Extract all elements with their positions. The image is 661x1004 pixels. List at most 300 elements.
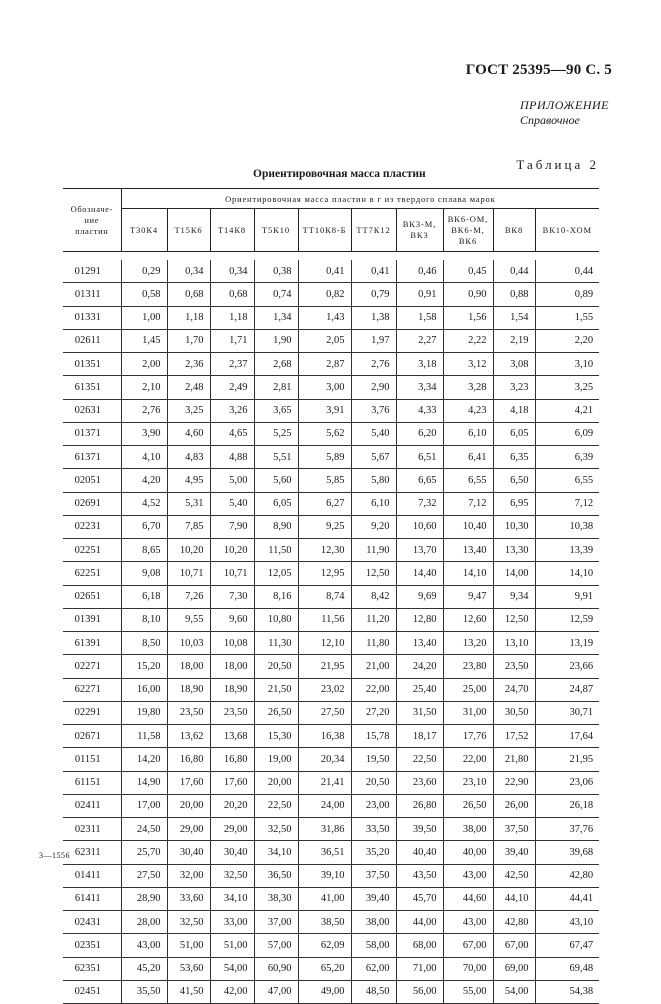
mass-value-cell: 9,91 xyxy=(535,585,599,608)
mass-value-cell: 24,20 xyxy=(396,655,443,678)
plate-id-cell: 02691 xyxy=(63,492,121,515)
mass-value-cell: 16,80 xyxy=(167,748,210,771)
mass-value-cell: 2,19 xyxy=(493,329,535,352)
table-row xyxy=(63,399,599,422)
mass-value-cell: 43,10 xyxy=(535,911,599,934)
mass-value-cell: 60,90 xyxy=(254,957,298,980)
mass-value-cell: 4,83 xyxy=(167,446,210,469)
mass-value-cell: 1,97 xyxy=(351,329,396,352)
mass-value-cell: 2,81 xyxy=(254,376,298,399)
mass-value-cell: 12,50 xyxy=(493,608,535,631)
mass-value-cell: 14,10 xyxy=(443,562,493,585)
mass-value-cell: 10,20 xyxy=(210,539,254,562)
mass-value-cell: 39,40 xyxy=(351,887,396,910)
plate-id-cell: 62251 xyxy=(63,562,121,585)
mass-value-cell: 4,65 xyxy=(210,422,254,445)
mass-value-cell: 8,16 xyxy=(254,585,298,608)
plate-id-cell: 62271 xyxy=(63,678,121,701)
mass-value-cell: 33,60 xyxy=(167,887,210,910)
mass-value-cell: 41,50 xyxy=(167,980,210,1003)
mass-value-cell: 25,70 xyxy=(121,841,167,864)
mass-value-cell: 23,10 xyxy=(443,771,493,794)
mass-value-cell: 44,41 xyxy=(535,887,599,910)
mass-value-cell: 3,34 xyxy=(396,376,443,399)
mass-value-cell: 3,28 xyxy=(443,376,493,399)
mass-value-cell: 6,35 xyxy=(493,446,535,469)
mass-value-cell: 26,80 xyxy=(396,794,443,817)
mass-value-cell: 69,48 xyxy=(535,957,599,980)
mass-value-cell: 5,62 xyxy=(298,422,351,445)
table-row xyxy=(63,608,599,631)
mass-value-cell: 22,50 xyxy=(254,794,298,817)
mass-value-cell: 32,50 xyxy=(254,818,298,841)
mass-value-cell: 24,50 xyxy=(121,818,167,841)
table-row xyxy=(63,260,599,283)
mass-value-cell: 2,10 xyxy=(121,376,167,399)
mass-value-cell: 26,50 xyxy=(254,701,298,724)
mass-value-cell: 33,50 xyxy=(351,818,396,841)
mass-value-cell: 1,70 xyxy=(167,329,210,352)
plate-id-cell: 02431 xyxy=(63,911,121,934)
mass-value-cell: 0,68 xyxy=(210,283,254,306)
mass-value-cell: 4,23 xyxy=(443,399,493,422)
mass-value-cell: 1,00 xyxy=(121,306,167,329)
plate-id-cell: 02051 xyxy=(63,469,121,492)
table-body xyxy=(63,252,599,1004)
table-row xyxy=(63,283,599,306)
mass-value-cell: 30,40 xyxy=(210,841,254,864)
mass-value-cell: 24,00 xyxy=(298,794,351,817)
mass-value-cell: 11,20 xyxy=(351,608,396,631)
mass-value-cell: 21,95 xyxy=(298,655,351,678)
mass-value-cell: 14,10 xyxy=(535,562,599,585)
mass-value-cell: 10,08 xyxy=(210,632,254,655)
mass-value-cell: 12,60 xyxy=(443,608,493,631)
mass-value-cell: 29,00 xyxy=(167,818,210,841)
mass-value-cell: 24,87 xyxy=(535,678,599,701)
mass-value-cell: 5,40 xyxy=(210,492,254,515)
mass-value-cell: 0,45 xyxy=(443,260,493,283)
mass-value-cell: 10,71 xyxy=(210,562,254,585)
mass-value-cell: 4,18 xyxy=(493,399,535,422)
table-row xyxy=(63,794,599,817)
mass-value-cell: 1,55 xyxy=(535,306,599,329)
mass-value-cell: 10,20 xyxy=(167,539,210,562)
mass-value-cell: 5,40 xyxy=(351,422,396,445)
mass-value-cell: 0,58 xyxy=(121,283,167,306)
mass-value-cell: 11,90 xyxy=(351,539,396,562)
mass-value-cell: 7,32 xyxy=(396,492,443,515)
mass-value-cell: 0,79 xyxy=(351,283,396,306)
mass-value-cell: 23,00 xyxy=(351,794,396,817)
mass-value-cell: 15,20 xyxy=(121,655,167,678)
mass-value-cell: 36,51 xyxy=(298,841,351,864)
mass-value-cell: 17,52 xyxy=(493,725,535,748)
mass-value-cell: 9,25 xyxy=(298,515,351,538)
mass-value-cell: 13,20 xyxy=(443,632,493,655)
mass-value-cell: 6,50 xyxy=(493,469,535,492)
mass-value-cell: 57,00 xyxy=(254,934,298,957)
page-header: ГОСТ 25395—90 С. 5 xyxy=(465,62,612,78)
mass-value-cell: 6,39 xyxy=(535,446,599,469)
mass-value-cell: 8,50 xyxy=(121,632,167,655)
mass-value-cell: 8,42 xyxy=(351,585,396,608)
plate-id-cell: 61371 xyxy=(63,446,121,469)
mass-value-cell: 10,03 xyxy=(167,632,210,655)
mass-value-cell: 53,60 xyxy=(167,957,210,980)
mass-value-cell: 6,55 xyxy=(443,469,493,492)
table-row xyxy=(63,446,599,469)
mass-value-cell: 11,56 xyxy=(298,608,351,631)
table-row xyxy=(63,701,599,724)
mass-value-cell: 12,10 xyxy=(298,632,351,655)
plate-id-cell: 01331 xyxy=(63,306,121,329)
mass-value-cell: 33,00 xyxy=(210,911,254,934)
mass-value-cell: 2,76 xyxy=(351,353,396,376)
mass-value-cell: 9,08 xyxy=(121,562,167,585)
mass-value-cell: 25,00 xyxy=(443,678,493,701)
mass-value-cell: 6,70 xyxy=(121,515,167,538)
mass-value-cell: 19,50 xyxy=(351,748,396,771)
plate-id-cell: 02251 xyxy=(63,539,121,562)
mass-value-cell: 3,12 xyxy=(443,353,493,376)
mass-value-cell: 34,10 xyxy=(254,841,298,864)
row-header-line-2: ние xyxy=(84,214,100,225)
plate-id-cell: 02671 xyxy=(63,725,121,748)
mass-value-cell: 30,71 xyxy=(535,701,599,724)
mass-value-cell: 39,10 xyxy=(298,864,351,887)
mass-value-cell: 40,00 xyxy=(443,841,493,864)
mass-value-cell: 1,43 xyxy=(298,306,351,329)
table-row xyxy=(63,469,599,492)
table-row xyxy=(63,771,599,794)
plate-id-cell: 02271 xyxy=(63,655,121,678)
mass-value-cell: 58,00 xyxy=(351,934,396,957)
table-row xyxy=(63,562,599,585)
mass-value-cell: 3,91 xyxy=(298,399,351,422)
mass-value-cell: 8,74 xyxy=(298,585,351,608)
mass-value-cell: 37,76 xyxy=(535,818,599,841)
header-spacer xyxy=(63,252,599,261)
table-row xyxy=(63,353,599,376)
mass-value-cell: 4,33 xyxy=(396,399,443,422)
mass-value-cell: 39,68 xyxy=(535,841,599,864)
appendix-block xyxy=(520,98,609,128)
mass-value-cell: 5,60 xyxy=(254,469,298,492)
mass-value-cell: 11,50 xyxy=(254,539,298,562)
mass-value-cell: 9,20 xyxy=(351,515,396,538)
mass-value-cell: 17,60 xyxy=(167,771,210,794)
mass-value-cell: 14,00 xyxy=(493,562,535,585)
mass-value-cell: 21,41 xyxy=(298,771,351,794)
mass-value-cell: 23,50 xyxy=(167,701,210,724)
mass-value-cell: 67,00 xyxy=(443,934,493,957)
mass-value-cell: 0,41 xyxy=(298,260,351,283)
mass-value-cell: 13,10 xyxy=(493,632,535,655)
group-header: Ориентировочная масса пластин в г из твердого сплава марок xyxy=(121,189,599,209)
mass-value-cell: 3,65 xyxy=(254,399,298,422)
mass-value-cell: 2,90 xyxy=(351,376,396,399)
mass-value-cell: 31,50 xyxy=(396,701,443,724)
mass-value-cell: 18,17 xyxy=(396,725,443,748)
mass-value-cell: 12,80 xyxy=(396,608,443,631)
mass-value-cell: 10,60 xyxy=(396,515,443,538)
mass-value-cell: 0,34 xyxy=(210,260,254,283)
mass-value-cell: 25,40 xyxy=(396,678,443,701)
mass-value-cell: 67,00 xyxy=(493,934,535,957)
table-row xyxy=(63,492,599,515)
table-row xyxy=(63,980,599,1003)
mass-value-cell: 47,00 xyxy=(254,980,298,1003)
mass-value-cell: 1,58 xyxy=(396,306,443,329)
mass-value-cell: 35,20 xyxy=(351,841,396,864)
mass-value-cell: 55,00 xyxy=(443,980,493,1003)
mass-value-cell: 16,00 xyxy=(121,678,167,701)
mass-value-cell: 32,50 xyxy=(167,911,210,934)
mass-value-cell: 23,50 xyxy=(210,701,254,724)
mass-value-cell: 6,05 xyxy=(493,422,535,445)
mass-value-cell: 44,60 xyxy=(443,887,493,910)
mass-value-cell: 29,00 xyxy=(210,818,254,841)
mass-value-cell: 6,27 xyxy=(298,492,351,515)
mass-value-cell: 67,47 xyxy=(535,934,599,957)
table-row xyxy=(63,911,599,934)
mass-value-cell: 13,40 xyxy=(443,539,493,562)
table-row xyxy=(63,934,599,957)
mass-value-cell: 2,49 xyxy=(210,376,254,399)
mass-value-cell: 6,09 xyxy=(535,422,599,445)
mass-value-cell: 6,51 xyxy=(396,446,443,469)
mass-value-cell: 20,00 xyxy=(167,794,210,817)
mass-value-cell: 20,00 xyxy=(254,771,298,794)
mass-value-cell: 26,00 xyxy=(493,794,535,817)
plate-id-cell: 01351 xyxy=(63,353,121,376)
mass-value-cell: 18,90 xyxy=(167,678,210,701)
mass-value-cell: 49,00 xyxy=(298,980,351,1003)
mass-value-cell: 3,76 xyxy=(351,399,396,422)
mass-value-cell: 3,00 xyxy=(298,376,351,399)
mass-value-cell: 2,27 xyxy=(396,329,443,352)
mass-value-cell: 7,85 xyxy=(167,515,210,538)
mass-value-cell: 21,00 xyxy=(351,655,396,678)
table-row xyxy=(63,818,599,841)
mass-value-cell: 51,00 xyxy=(167,934,210,957)
mass-value-cell: 13,40 xyxy=(396,632,443,655)
mass-value-cell: 3,18 xyxy=(396,353,443,376)
footer-code: 3—1556 xyxy=(39,851,70,860)
mass-value-cell: 6,95 xyxy=(493,492,535,515)
mass-value-cell: 17,00 xyxy=(121,794,167,817)
mass-value-cell: 0,74 xyxy=(254,283,298,306)
table-row xyxy=(63,585,599,608)
mass-value-cell: 2,48 xyxy=(167,376,210,399)
mass-value-cell: 21,80 xyxy=(493,748,535,771)
mass-value-cell: 27,50 xyxy=(121,864,167,887)
row-header-line-1: Обозначе- xyxy=(70,203,113,214)
mass-value-cell: 6,10 xyxy=(443,422,493,445)
mass-value-cell: 23,80 xyxy=(443,655,493,678)
plate-id-cell: 61351 xyxy=(63,376,121,399)
column-header: Т5К10 xyxy=(254,209,298,252)
mass-value-cell: 3,25 xyxy=(167,399,210,422)
mass-value-cell: 0,38 xyxy=(254,260,298,283)
mass-value-cell: 30,50 xyxy=(493,701,535,724)
mass-value-cell: 7,30 xyxy=(210,585,254,608)
mass-value-cell: 38,50 xyxy=(298,911,351,934)
table-row xyxy=(63,957,599,980)
mass-value-cell: 70,00 xyxy=(443,957,493,980)
plate-id-cell: 02351 xyxy=(63,934,121,957)
mass-value-cell: 17,60 xyxy=(210,771,254,794)
plate-id-cell: 02631 xyxy=(63,399,121,422)
mass-value-cell: 4,88 xyxy=(210,446,254,469)
mass-value-cell: 37,50 xyxy=(351,864,396,887)
column-header: ВК3-М, ВК3 xyxy=(396,209,443,252)
plate-id-cell: 01371 xyxy=(63,422,121,445)
mass-value-cell: 6,18 xyxy=(121,585,167,608)
mass-value-cell: 0,68 xyxy=(167,283,210,306)
mass-value-cell: 6,55 xyxy=(535,469,599,492)
column-header: Т15К6 xyxy=(167,209,210,252)
mass-value-cell: 0,82 xyxy=(298,283,351,306)
mass-value-cell: 10,38 xyxy=(535,515,599,538)
mass-value-cell: 11,58 xyxy=(121,725,167,748)
mass-value-cell: 20,50 xyxy=(254,655,298,678)
mass-value-cell: 19,00 xyxy=(254,748,298,771)
mass-value-cell: 2,37 xyxy=(210,353,254,376)
mass-value-cell: 4,21 xyxy=(535,399,599,422)
mass-value-cell: 40,40 xyxy=(396,841,443,864)
plate-id-cell: 02291 xyxy=(63,701,121,724)
mass-value-cell: 36,50 xyxy=(254,864,298,887)
mass-value-cell: 43,00 xyxy=(443,911,493,934)
plate-id-cell: 01311 xyxy=(63,283,121,306)
mass-value-cell: 16,80 xyxy=(210,748,254,771)
table-row xyxy=(63,306,599,329)
mass-value-cell: 6,10 xyxy=(351,492,396,515)
row-header-line-3: пластин xyxy=(75,225,109,236)
plate-id-cell: 02451 xyxy=(63,980,121,1003)
table-row xyxy=(63,539,599,562)
plate-id-cell: 01291 xyxy=(63,260,121,283)
table-title: Ориентировочная масса пластин xyxy=(253,168,426,180)
mass-value-cell: 0,29 xyxy=(121,260,167,283)
mass-value-cell: 23,60 xyxy=(396,771,443,794)
mass-value-cell: 13,30 xyxy=(493,539,535,562)
mass-value-cell: 14,20 xyxy=(121,748,167,771)
mass-value-cell: 44,10 xyxy=(493,887,535,910)
mass-value-cell: 31,86 xyxy=(298,818,351,841)
mass-value-cell: 38,00 xyxy=(351,911,396,934)
mass-value-cell: 41,00 xyxy=(298,887,351,910)
table-row xyxy=(63,864,599,887)
plate-id-cell: 01151 xyxy=(63,748,121,771)
column-header: Т30К4 xyxy=(121,209,167,252)
mass-value-cell: 18,00 xyxy=(210,655,254,678)
plate-id-cell: 01411 xyxy=(63,864,121,887)
mass-value-cell: 22,00 xyxy=(443,748,493,771)
mass-value-cell: 1,71 xyxy=(210,329,254,352)
mass-value-cell: 1,38 xyxy=(351,306,396,329)
mass-value-cell: 45,20 xyxy=(121,957,167,980)
mass-value-cell: 5,80 xyxy=(351,469,396,492)
mass-value-cell: 27,50 xyxy=(298,701,351,724)
mass-value-cell: 10,40 xyxy=(443,515,493,538)
mass-value-cell: 13,19 xyxy=(535,632,599,655)
mass-value-cell: 6,20 xyxy=(396,422,443,445)
mass-value-cell: 13,62 xyxy=(167,725,210,748)
mass-value-cell: 19,80 xyxy=(121,701,167,724)
mass-value-cell: 5,89 xyxy=(298,446,351,469)
mass-value-cell: 17,76 xyxy=(443,725,493,748)
mass-value-cell: 62,09 xyxy=(298,934,351,957)
mass-value-cell: 0,91 xyxy=(396,283,443,306)
mass-value-cell: 12,30 xyxy=(298,539,351,562)
mass-value-cell: 5,00 xyxy=(210,469,254,492)
mass-value-cell: 27,20 xyxy=(351,701,396,724)
mass-value-cell: 3,23 xyxy=(493,376,535,399)
mass-value-cell: 22,00 xyxy=(351,678,396,701)
mass-value-cell: 42,80 xyxy=(535,864,599,887)
mass-value-cell: 54,00 xyxy=(210,957,254,980)
mass-value-cell: 39,40 xyxy=(493,841,535,864)
column-header: ТТ7К12 xyxy=(351,209,396,252)
mass-value-cell: 10,30 xyxy=(493,515,535,538)
mass-value-cell: 9,47 xyxy=(443,585,493,608)
mass-value-cell: 11,30 xyxy=(254,632,298,655)
mass-value-cell: 20,20 xyxy=(210,794,254,817)
mass-value-cell: 1,45 xyxy=(121,329,167,352)
mass-value-cell: 9,55 xyxy=(167,608,210,631)
mass-value-cell: 68,00 xyxy=(396,934,443,957)
mass-value-cell: 21,50 xyxy=(254,678,298,701)
mass-value-cell: 43,50 xyxy=(396,864,443,887)
mass-value-cell: 2,20 xyxy=(535,329,599,352)
mass-value-cell: 9,69 xyxy=(396,585,443,608)
mass-value-cell: 3,25 xyxy=(535,376,599,399)
mass-value-cell: 17,64 xyxy=(535,725,599,748)
mass-value-cell: 5,51 xyxy=(254,446,298,469)
mass-value-cell: 69,00 xyxy=(493,957,535,980)
plate-id-cell: 02311 xyxy=(63,818,121,841)
mass-value-cell: 22,50 xyxy=(396,748,443,771)
mass-value-cell: 14,90 xyxy=(121,771,167,794)
table-row xyxy=(63,422,599,445)
mass-value-cell: 1,34 xyxy=(254,306,298,329)
column-header: ВК6-ОМ, ВК6-М, ВК6 xyxy=(443,209,493,252)
mass-value-cell: 0,46 xyxy=(396,260,443,283)
mass-value-cell: 1,56 xyxy=(443,306,493,329)
mass-value-cell: 2,22 xyxy=(443,329,493,352)
mass-value-cell: 3,26 xyxy=(210,399,254,422)
mass-value-cell: 42,50 xyxy=(493,864,535,887)
mass-value-cell: 20,50 xyxy=(351,771,396,794)
mass-value-cell: 65,20 xyxy=(298,957,351,980)
table-row xyxy=(63,887,599,910)
mass-value-cell: 30,40 xyxy=(167,841,210,864)
mass-value-cell: 21,95 xyxy=(535,748,599,771)
mass-value-cell: 23,50 xyxy=(493,655,535,678)
mass-value-cell: 12,59 xyxy=(535,608,599,631)
mass-value-cell: 43,00 xyxy=(121,934,167,957)
mass-value-cell: 39,50 xyxy=(396,818,443,841)
mass-value-cell: 13,70 xyxy=(396,539,443,562)
mass-value-cell: 6,41 xyxy=(443,446,493,469)
mass-value-cell: 44,00 xyxy=(396,911,443,934)
mass-value-cell: 1,18 xyxy=(167,306,210,329)
mass-value-cell: 38,00 xyxy=(443,818,493,841)
plate-id-cell: 02651 xyxy=(63,585,121,608)
